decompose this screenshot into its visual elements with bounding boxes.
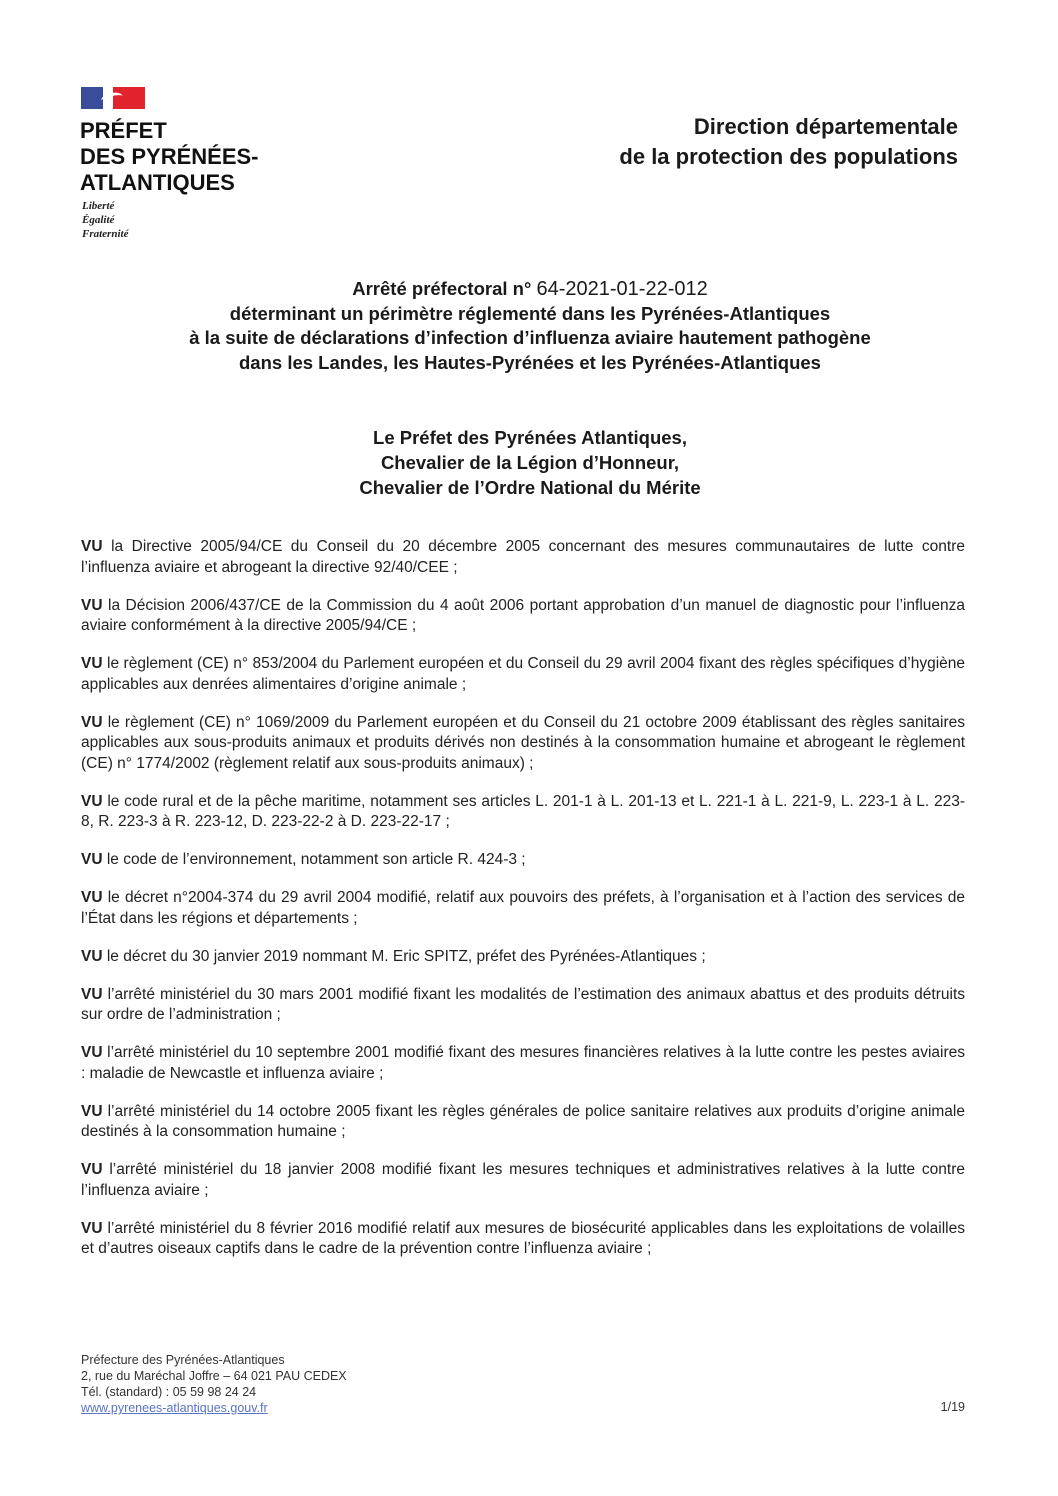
republic-motto — [82, 199, 128, 241]
decree-number-line — [60, 277, 1000, 302]
prefet-line-3: ATLANTIQUES — [80, 170, 235, 195]
vu-text: l’arrêté ministériel du 30 mars 2001 modifié fixant les modalités de l’estimation des animaux abattus et des produits détruits sur ordre de l’administration ; — [81, 985, 966, 1023]
vu-item — [81, 1219, 965, 1260]
marianne-flag-logo — [81, 87, 145, 109]
prefect-titles — [60, 425, 1000, 500]
vu-item — [81, 1160, 965, 1201]
vu-text: l’arrêté ministériel du 18 janvier 2008 modifié fixant les mesures techniques et administratives relatives à la lutte contre l’influenza aviaire ; — [81, 1161, 966, 1199]
vu-keyword: VU — [81, 851, 103, 868]
vu-item — [81, 537, 965, 578]
vu-text: le règlement (CE) n° 1069/2009 du Parlement européen et du Conseil du 21 octobre 2009 établissant des règles sanitaires applicables aux sous-produits animaux et produits dérivés non destinés à la consommation humaine et abrogeant le règlement (CE) n° 1774/2002 (règlement relatif aux sous-produits animaux) ; — [81, 713, 965, 772]
vu-text: le code de l’environnement, notamment son article R. 424-3 ; — [106, 851, 526, 868]
decree-title — [60, 277, 1000, 375]
decree-title-line-2: à la suite de déclarations d’infection d’influenza aviaire hautement pathogène — [189, 327, 871, 348]
vu-item — [81, 947, 965, 968]
direction-line-1: Direction départementale — [693, 114, 958, 139]
vu-keyword: VU — [81, 713, 103, 731]
decree-number: 64-2021-01-22-012 — [536, 278, 708, 300]
vu-item — [81, 1043, 965, 1084]
vu-list — [81, 537, 965, 1277]
motto-fraternite: Fraternité — [82, 228, 129, 240]
vu-text: la Directive 2005/94/CE du Conseil du 20 décembre 2005 concernant des mesures communautaires de lutte contre l’influenza aviaire et abrogeant la directive 92/40/CEE ; — [81, 538, 965, 576]
motto-egalite: Égalité — [82, 214, 115, 226]
vu-keyword: VU — [81, 538, 103, 555]
direction-heading — [619, 112, 958, 172]
vu-text: le code rural et de la pêche maritime, notamment ses articles L. 201-1 à L. 201-13 et L. 221-1 à L. 221-9, L. 223-1 à L. 223-8, R. 223-3 à R. 223-12, D. 223-22-2 à D. 223-22-17 ; — [81, 792, 966, 830]
vu-item — [81, 654, 965, 695]
vu-keyword: VU — [81, 1044, 103, 1061]
vu-item — [81, 596, 965, 637]
vu-keyword: VU — [81, 596, 103, 614]
footer-address — [81, 1352, 347, 1416]
vu-text: l’arrêté ministériel du 8 février 2016 modifié relatif aux mesures de biosécurité applicables dans les exploitations de volailles et d’autres oiseaux captifs dans le cadre de la prévention contre l’influenza aviaire ; — [81, 1219, 965, 1257]
page-number: 1/19 — [940, 1400, 965, 1414]
vu-text: le décret n°2004-374 du 29 avril 2004 modifié, relatif aux pouvoirs des préfets, à l’organisation et à l’action des services de l’État dans les régions et départements ; — [81, 889, 965, 927]
prefect-line-1: Le Préfet des Pyrénées Atlantiques, — [373, 427, 687, 448]
vu-keyword: VU — [81, 889, 103, 906]
vu-keyword: VU — [81, 1102, 103, 1120]
prefect-line-3: Chevalier de l’Ordre National du Mérite — [359, 477, 701, 498]
footer-line-1: Préfecture des Pyrénées-Atlantiques — [81, 1353, 285, 1367]
vu-keyword: VU — [81, 792, 103, 810]
direction-line-2: de la protection des populations — [619, 144, 958, 169]
website-link[interactable]: www.pyrenees-atlantiques.gouv.fr — [81, 1401, 268, 1415]
vu-item — [81, 888, 965, 929]
vu-text: l’arrêté ministériel du 10 septembre 2001 modifié fixant des mesures financières relatives à la lutte contre les pestes aviaires : maladie de Newcastle et influenza aviaire ; — [81, 1044, 966, 1082]
footer-line-2: 2, rue du Maréchal Joffre – 64 021 PAU CEDEX — [81, 1369, 347, 1383]
vu-item — [81, 850, 965, 871]
vu-item — [81, 1102, 965, 1143]
vu-keyword: VU — [81, 655, 103, 672]
prefet-block — [80, 118, 320, 196]
prefet-line-2: DES PYRÉNÉES- — [80, 144, 259, 169]
vu-item — [81, 713, 965, 775]
prefet-line-1: PRÉFET — [80, 118, 167, 143]
motto-liberte: Liberté — [82, 200, 115, 212]
prefect-line-2: Chevalier de la Légion d’Honneur, — [380, 452, 680, 473]
decree-title-line-1: déterminant un périmètre réglementé dans les Pyrénées-Atlantiques — [229, 302, 831, 324]
vu-text: le règlement (CE) n° 853/2004 du Parlement européen et du Conseil du 29 avril 2004 fixant des règles spécifiques d’hygiène applicables aux denrées alimentaires d’origine animale ; — [81, 655, 965, 693]
vu-keyword: VU — [81, 947, 103, 965]
decree-prefix: Arrêté préfectoral n° — [352, 278, 532, 299]
decree-title-line-3: dans les Landes, les Hautes-Pyrénées et les Pyrénées-Atlantiques — [239, 351, 821, 373]
footer-line-3: Tél. (standard) : 05 59 98 24 24 — [81, 1385, 257, 1399]
vu-keyword: VU — [81, 1161, 103, 1178]
vu-item — [81, 792, 965, 833]
vu-keyword: VU — [81, 1219, 103, 1237]
vu-text: le décret du 30 janvier 2019 nommant M. Eric SPITZ, préfet des Pyrénées-Atlantiques ; — [106, 947, 706, 965]
vu-text: l’arrêté ministériel du 14 octobre 2005 fixant les règles générales de police sanitaire relatives aux produits d’origine animale destinés à la consommation humaine ; — [81, 1102, 965, 1140]
vu-item — [81, 985, 965, 1026]
vu-keyword: VU — [81, 985, 103, 1003]
vu-text: la Décision 2006/437/CE de la Commission du 4 août 2006 portant approbation d’un manuel de diagnostic pour l’influenza aviaire conformément à la directive 2005/94/CE ; — [81, 596, 965, 634]
